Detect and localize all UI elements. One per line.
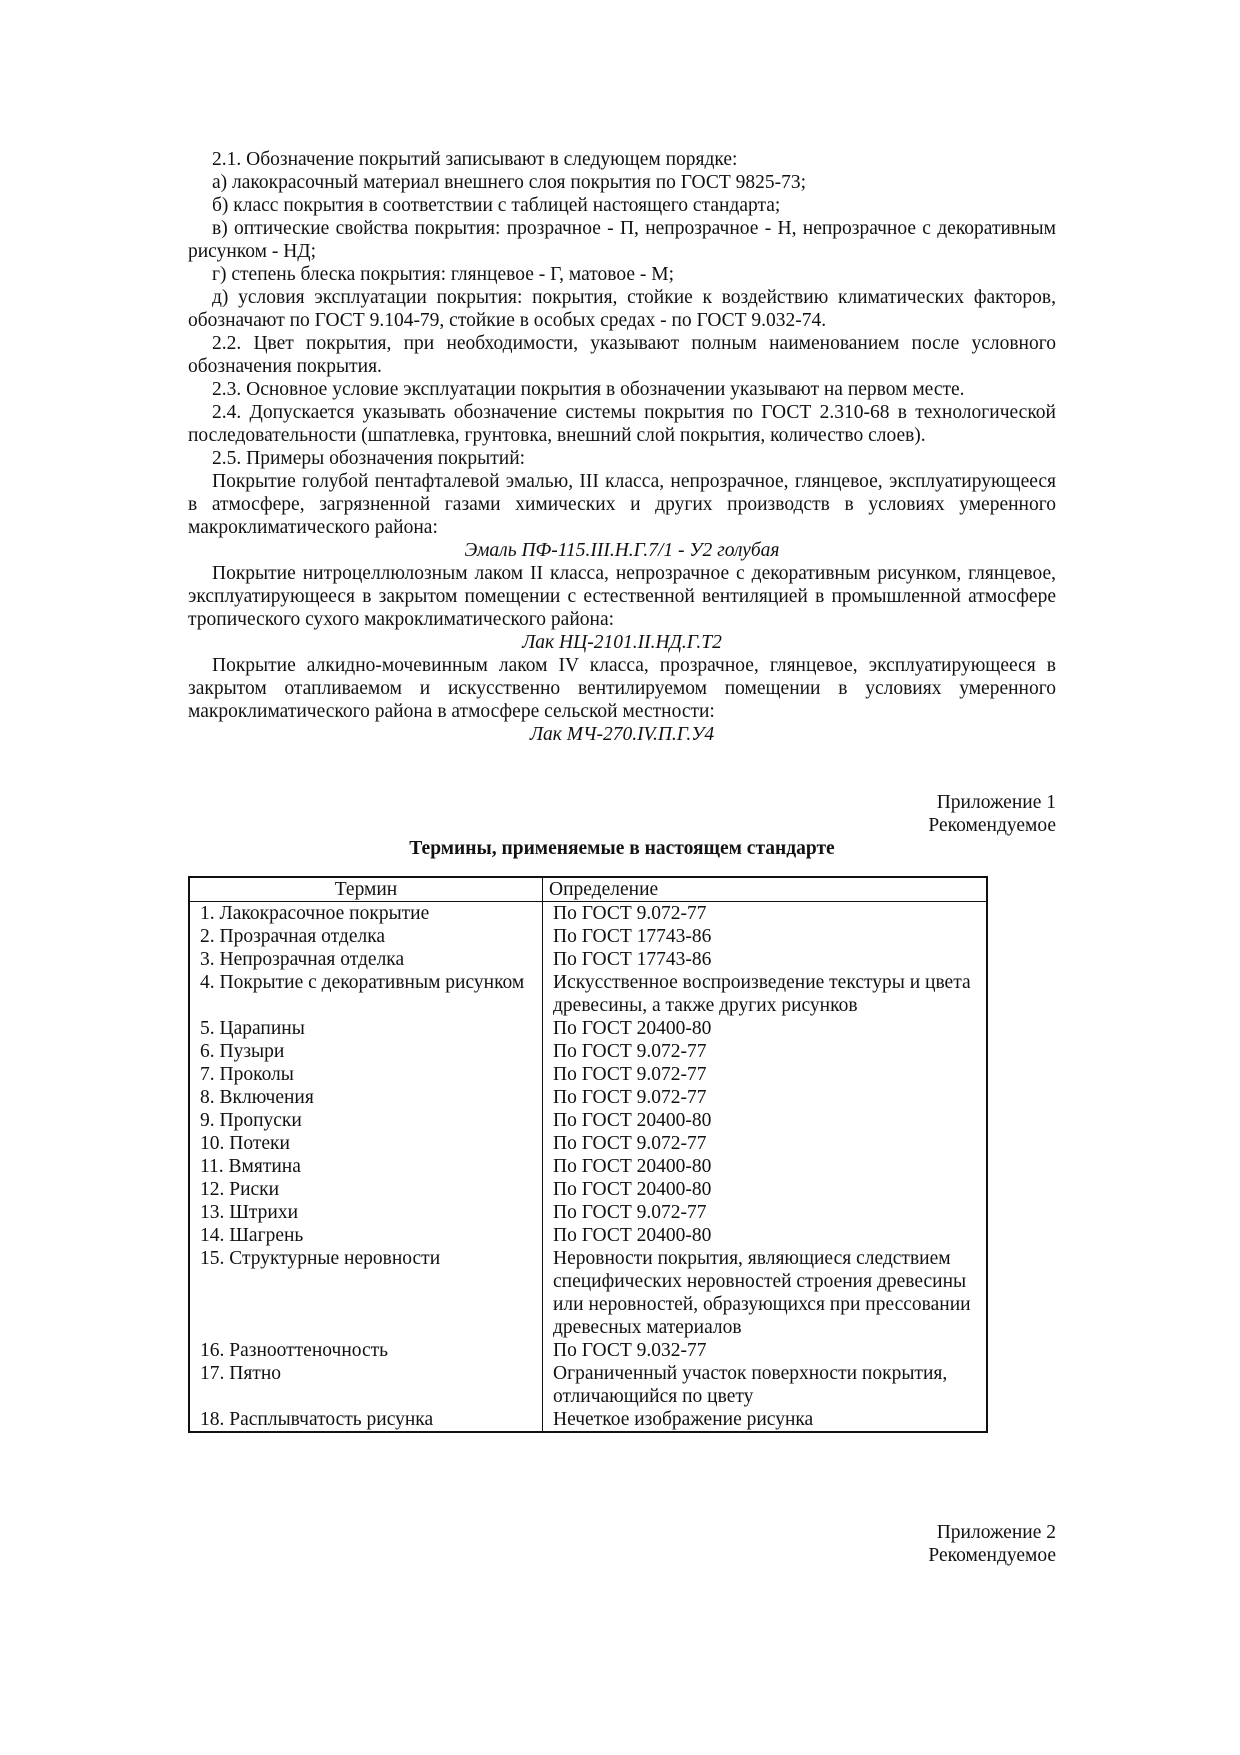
definition-cell: По ГОСТ 20400-80: [553, 1179, 712, 1200]
definition-cell: По ГОСТ 17743-86: [553, 949, 712, 970]
table-row: [189, 1017, 987, 1040]
definition-cell: По ГОСТ 9.072-77: [553, 903, 707, 924]
term-cell: 8. Включения: [189, 1086, 543, 1109]
table-row: [189, 1201, 987, 1224]
term-cell: 11. Вмятина: [189, 1155, 543, 1178]
table-row: [189, 1178, 987, 1201]
definition-cell: По ГОСТ 20400-80: [553, 1156, 712, 1177]
example-1-code: Эмаль ПФ-115.III.Н.Г.7/1 - У2 голубая: [464, 540, 780, 561]
paragraph-2-5: 2.5. Примеры обозначения покрытий:: [212, 448, 526, 469]
term-cell: 6. Пузыри: [189, 1040, 543, 1063]
definition-cell: Ограниченный участок поверхности покрытия, отличающийся по цвету: [553, 1363, 948, 1407]
term-cell: 18. Расплывчатость рисунка: [189, 1408, 543, 1432]
term-cell: 14. Шагрень: [189, 1224, 543, 1247]
terms-table-body: [189, 902, 987, 1433]
table-row: [189, 1362, 987, 1408]
definition-cell: По ГОСТ 20400-80: [553, 1225, 712, 1246]
item-v: в) оптические свойства покрытия: прозрачное - П, непрозрачное - Н, непрозрачное с декоративным рисунком - НД;: [188, 218, 1056, 262]
definition-cell: По ГОСТ 9.072-77: [553, 1041, 707, 1062]
item-g: г) степень блеска покрытия: глянцевое - Г, матовое - М;: [212, 264, 675, 285]
term-cell: 15. Структурные неровности: [189, 1247, 543, 1339]
paragraph-2-1: 2.1. Обозначение покрытий записывают в следующем порядке:: [212, 149, 738, 170]
item-a: а) лакокрасочный материал внешнего слоя покрытия по ГОСТ 9825-73;: [212, 172, 807, 193]
table-row: [189, 925, 987, 948]
term-cell: 10. Потеки: [189, 1132, 543, 1155]
item-b: б) класс покрытия в соответствии с таблицей настоящего стандарта;: [212, 195, 781, 216]
example-3-text: Покрытие алкидно-мочевинным лаком IV класса, прозрачное, глянцевое, эксплуатирующееся в закрытом отапливаемом и искусственно вентилируемом помещении в условиях умеренного макроклиматического района в атмосфере сельской местности:: [188, 655, 1056, 722]
definition-cell: По ГОСТ 20400-80: [553, 1110, 712, 1131]
table-row: [189, 902, 987, 926]
term-cell: 7. Проколы: [189, 1063, 543, 1086]
term-cell: 17. Пятно: [189, 1362, 543, 1408]
term-cell: 16. Разнооттеночность: [189, 1339, 543, 1362]
definition-cell: По ГОСТ 9.072-77: [553, 1202, 707, 1223]
term-cell: 5. Царапины: [189, 1017, 543, 1040]
table-row: [189, 1155, 987, 1178]
table-row: [189, 1109, 987, 1132]
term-cell: 9. Пропуски: [189, 1109, 543, 1132]
paragraph-2-3: 2.3. Основное условие эксплуатации покрытия в обозначении указывают на первом месте.: [212, 379, 965, 400]
paragraph-2-4: 2.4. Допускается указывать обозначение системы покрытия по ГОСТ 2.310-68 в технологической последовательности (шпатлевка, грунтовка, внешний слой покрытия, количество слоев).: [188, 402, 1056, 446]
definition-cell: По ГОСТ 9.072-77: [553, 1087, 707, 1108]
paragraph-2-2: 2.2. Цвет покрытия, при необходимости, указывают полным наименованием после условного обозначения покрытия.: [188, 333, 1056, 377]
table-row: [189, 1132, 987, 1155]
appendix-2-status: Рекомендуемое: [928, 1545, 1056, 1566]
definition-cell: Искусственное воспроизведение текстуры и цвета древесины, а также других рисунков: [553, 972, 971, 1016]
table-row: [189, 1086, 987, 1109]
example-3-code: Лак МЧ-270.IV.П.Г.У4: [529, 724, 715, 745]
terms-table: [188, 876, 988, 1433]
appendix-2-heading: [928, 1521, 1056, 1567]
term-cell: 1. Лакокрасочное покрытие: [189, 902, 543, 926]
appendix-1-status: Рекомендуемое: [928, 815, 1056, 836]
appendix-1-title: Термины, применяемые в настоящем стандарте: [409, 838, 835, 859]
table-row: [189, 1408, 987, 1432]
appendix-2-label: Приложение 2: [936, 1522, 1056, 1543]
table-row: [189, 1339, 987, 1362]
example-2-text: Покрытие нитроцеллюлозным лаком II класса, непрозрачное с декоративным рисунком, глянцевое, эксплуатирующееся в закрытом помещении с естественной вентиляцией в промышленной атмосфере тропического сухого макроклиматического района:: [188, 563, 1056, 630]
example-1-text: Покрытие голубой пентафталевой эмалью, III класса, непрозрачное, глянцевое, эксплуатирующееся в атмосфере, загрязненной газами химических и других производств в условиях умеренного макроклиматического района:: [188, 471, 1056, 538]
table-row: [189, 1063, 987, 1086]
definition-cell: По ГОСТ 9.032-77: [553, 1340, 707, 1361]
table-row: [189, 948, 987, 971]
definition-cell: Неровности покрытия, являющиеся следствием специфических неровностей строения древесины или неровностей, образующихся при прессовании древесных материалов: [553, 1248, 971, 1338]
definition-cell: По ГОСТ 9.072-77: [553, 1064, 707, 1085]
item-d: д) условия эксплуатации покрытия: покрытия, стойкие к воздействию климатических факторов, обозначают по ГОСТ 9.104-79, стойкие в особых средах - по ГОСТ 9.032-74.: [188, 287, 1056, 331]
definition-cell: По ГОСТ 20400-80: [553, 1018, 712, 1039]
term-cell: 12. Риски: [189, 1178, 543, 1201]
term-cell: 13. Штрихи: [189, 1201, 543, 1224]
header-term: Термин: [189, 877, 543, 902]
table-row: [189, 1040, 987, 1063]
table-row: [189, 1224, 987, 1247]
document-page: [188, 148, 1056, 1433]
term-cell: 4. Покрытие с декоративным рисунком: [189, 971, 543, 1017]
appendix-1-label: Приложение 1: [936, 792, 1056, 813]
definition-cell: Нечеткое изображение рисунка: [553, 1409, 814, 1430]
table-row: [189, 971, 987, 1017]
definition-cell: По ГОСТ 9.072-77: [553, 1133, 707, 1154]
table-header-row: [189, 877, 987, 902]
definition-cell: По ГОСТ 17743-86: [553, 926, 712, 947]
example-2-code: Лак НЦ-2101.II.НД.Г.Т2: [522, 632, 722, 653]
term-cell: 2. Прозрачная отделка: [189, 925, 543, 948]
header-definition: Определение: [543, 877, 988, 902]
table-row: [189, 1247, 987, 1339]
term-cell: 3. Непрозрачная отделка: [189, 948, 543, 971]
